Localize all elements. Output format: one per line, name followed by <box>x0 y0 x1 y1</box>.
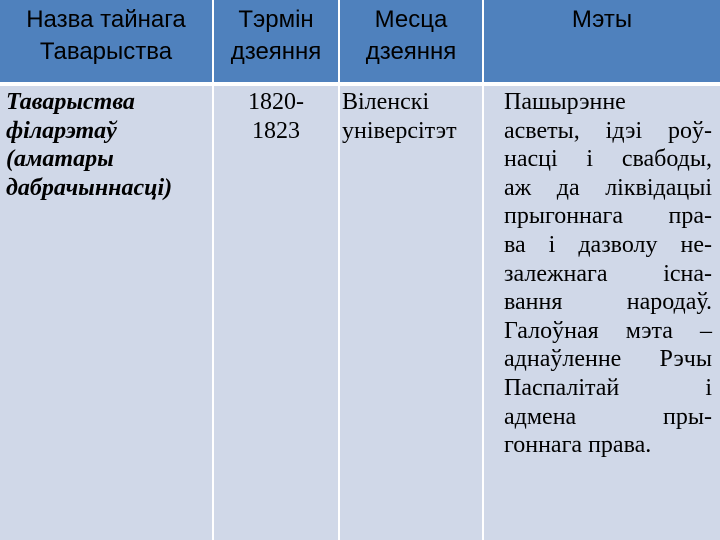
goals-line: вання народаў. <box>504 289 712 316</box>
header-name-line-1: Назва тайнага <box>26 6 186 33</box>
cell-goals <box>504 88 712 460</box>
header-name <box>0 4 212 68</box>
name-line: (аматары <box>6 146 114 173</box>
header-term <box>214 4 338 68</box>
goals-line: гоннага права. <box>504 432 652 459</box>
name-line: дабрачыннасці) <box>6 174 173 201</box>
header-place-line-2: дзеяння <box>365 38 457 65</box>
goals-line: адмена пры- <box>504 403 712 430</box>
cell-name <box>6 88 210 202</box>
column-divider <box>338 0 340 540</box>
header-separator <box>0 82 720 86</box>
header-place-line-1: Месца <box>374 6 448 33</box>
goals-line: ва і дазволу не- <box>504 231 712 258</box>
cell-place <box>342 88 482 145</box>
goals-line: аднаўленне Рэчы <box>504 346 712 373</box>
place-line: Віленскі <box>342 89 430 115</box>
header-goals <box>484 4 720 36</box>
header-goals-line-1: Мэты <box>571 6 633 33</box>
goals-line: асветы, ідэі роў- <box>504 117 712 144</box>
goals-line: Галоўная мэта – <box>504 317 712 344</box>
goals-line: Паспалітай і <box>504 374 712 401</box>
column-divider <box>212 0 214 540</box>
goals-line: Пашырэнне <box>504 89 626 115</box>
name-line: філарэтаў <box>6 117 117 144</box>
goals-line: прыгоннага пра- <box>504 203 712 230</box>
header-name-line-2: Таварыства <box>39 38 173 65</box>
name-line: Таварыства <box>6 89 135 115</box>
place-line: універсітэт <box>342 117 457 144</box>
header-place <box>340 4 482 68</box>
goals-line: аж да ліквідацыі <box>504 174 712 201</box>
cell-term <box>214 88 338 145</box>
header-term-line-1: Тэрмін <box>238 6 314 33</box>
term-line: 1823 <box>252 117 300 144</box>
goals-line: залежнага існа- <box>504 260 712 287</box>
header-term-line-2: дзеяння <box>230 38 322 65</box>
table-header <box>0 0 720 82</box>
term-line: 1820- <box>248 89 304 115</box>
goals-line: насці і свабоды, <box>504 146 712 173</box>
column-divider <box>482 0 484 540</box>
